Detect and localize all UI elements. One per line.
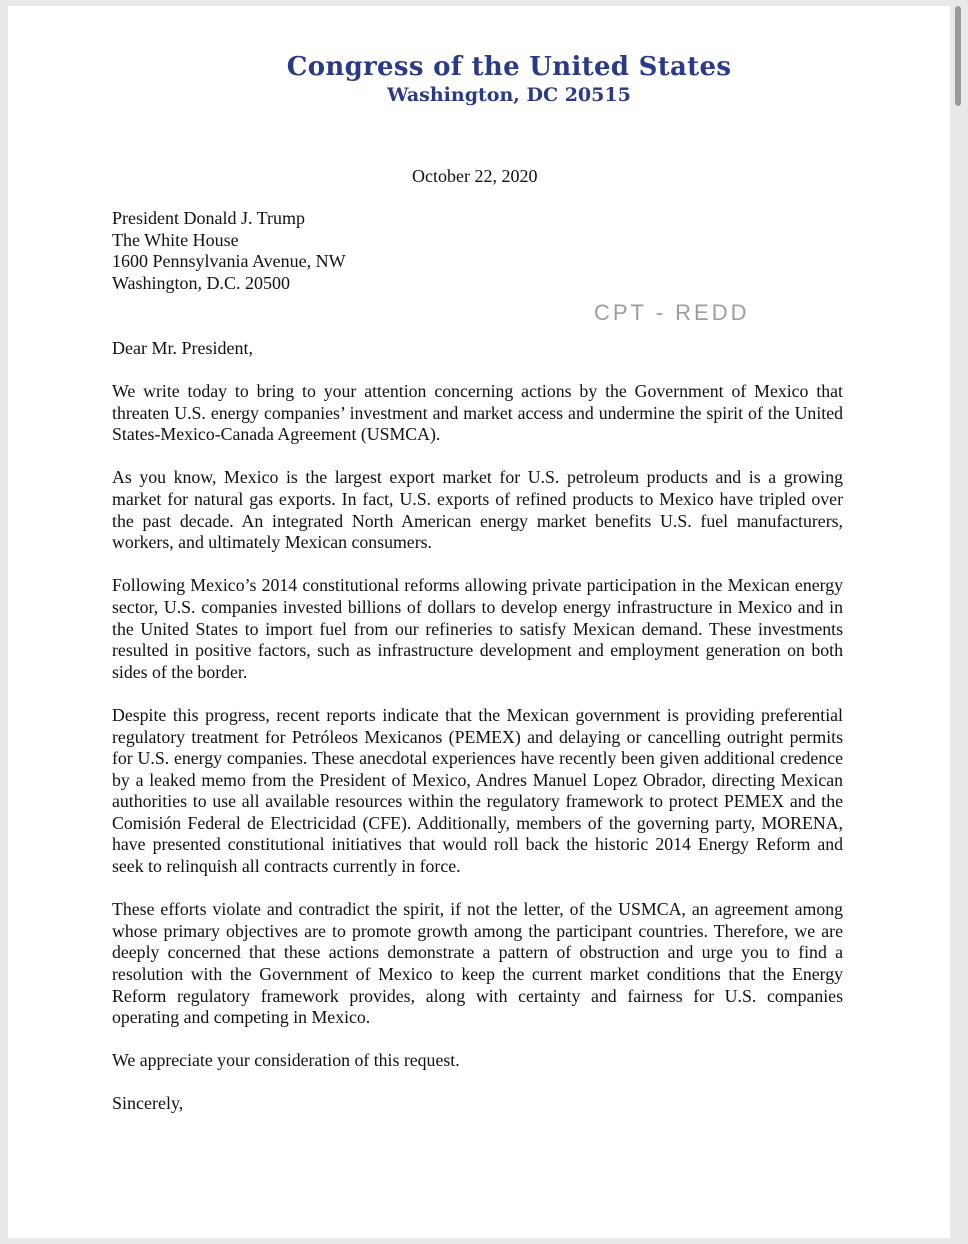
address-line: Washington, D.C. 20500 [112, 272, 291, 293]
letterhead-title: Congress of the United States [286, 52, 732, 82]
address-line: The White House [112, 229, 239, 250]
letterhead [0, 52, 968, 106]
address-line: 1600 Pennsylvania Avenue, NW [112, 251, 346, 271]
salutation: Dear Mr. President, [112, 338, 253, 358]
letterhead-subtitle: Washington, DC 20515 [387, 84, 631, 106]
body-paragraph: We write today to bring to your attention concerning actions by the Government of Mexico that threaten U.S. energy companies’ investment and market access and undermine the spirit of the United States-Mexico-Canada Agreement (USMCA). [112, 381, 843, 445]
address-line: President Donald J. Trump [112, 208, 306, 228]
recipient-address [112, 208, 346, 294]
body-paragraph: As you know, Mexico is the largest export market for U.S. petroleum products and is a growing market for natural gas exports. In fact, U.S. exports of refined products to Mexico have tripled over the past decade. An integrated North American energy market benefits U.S. fuel manufacturers, workers, and ultimately Mexican consumers. [112, 467, 843, 553]
letter-body [112, 381, 843, 1094]
watermark-text: CPT - REDD [594, 300, 750, 325]
body-paragraph: Following Mexico’s 2014 constitutional reforms allowing private participation in the Mexican energy sector, U.S. companies invested billions of dollars to develop energy infrastructure in Mexico and in the United States to import fuel from our refineries to satisfy Mexican demand. These investments resulted in positive factors, such as infrastructure development and employment generation on both sides of the border. [112, 575, 843, 682]
letter-date: October 22, 2020 [412, 166, 538, 186]
closing: Sincerely, [112, 1093, 184, 1113]
body-paragraph: Despite this progress, recent reports indicate that the Mexican government is providing preferential regulatory treatment for Petróleos Mexicanos (PEMEX) and delaying or cancelling outright permits for U.S. energy companies. These anecdotal experiences have recently been given additional credence by a leaked memo from the President of Mexico, Andres Manuel Lopez Obrador, directing Mexican authorities to use all available resources within the regulatory framework to protect PEMEX and the Comisión Federal de Electricidad (CFE). Additionally, members of the governing party, MORENA, have presented constitutional initiatives that would roll back the historic 2014 Energy Reform and seek to relinquish all contracts currently in force. [112, 704, 843, 877]
body-paragraph: We appreciate your consideration of this request. [112, 1050, 460, 1071]
body-paragraph: These efforts violate and contradict the spirit, if not the letter, of the USMCA, an agreement among whose primary objectives are to promote growth among the participant countries. Therefore, we are deeply concerned that these actions demonstrate a pattern of obstruction and urge you to find a resolution with the Government of Mexico to keep the current market conditions that the Energy Reform regulatory framework provides, along with certainty and fairness for U.S. companies operating and competing in Mexico. [112, 899, 843, 1028]
